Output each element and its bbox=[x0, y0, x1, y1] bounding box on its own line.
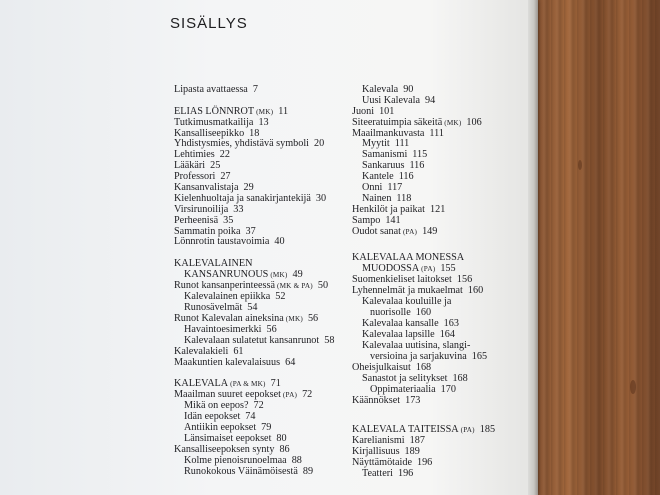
toc-entry-author-tag: (PA) bbox=[458, 426, 475, 434]
toc-entry-page-number: 164 bbox=[439, 329, 455, 340]
toc-entry bbox=[352, 396, 420, 407]
toc-entry bbox=[174, 259, 252, 270]
toc-entry-title: Länsimaiset eepokset bbox=[184, 433, 272, 444]
toc-entry bbox=[174, 237, 285, 248]
toc-entry bbox=[184, 292, 285, 303]
toc-entry-page-number: 170 bbox=[440, 384, 456, 395]
toc-entry-title: Kalevalaan sulatetut kansanrunot bbox=[184, 335, 320, 346]
toc-entry bbox=[352, 363, 431, 374]
toc-entry-page-number: 89 bbox=[302, 466, 314, 477]
toc-entry-title: Kalevalainen epiikka bbox=[184, 291, 271, 302]
toc-entry bbox=[352, 216, 401, 227]
toc-entry bbox=[362, 264, 456, 275]
toc-entry-title: Lönnrotin taustavoimia bbox=[174, 236, 270, 247]
toc-entry bbox=[184, 423, 271, 434]
toc-entry-page-number: 80 bbox=[276, 433, 287, 444]
toc-entry bbox=[174, 194, 326, 205]
toc-entry bbox=[174, 139, 324, 150]
toc-entry-title: Kansanvalistaja bbox=[174, 182, 239, 193]
toc-entry bbox=[184, 336, 334, 347]
toc-entry-title: Lehtimies bbox=[174, 149, 215, 160]
toc-entry-page-number: 86 bbox=[279, 444, 290, 455]
toc-entry-title: Sankaruus bbox=[362, 160, 405, 171]
toc-entry-title: Tutkimusmatkailija bbox=[174, 117, 254, 128]
toc-entry-title: Antiikin eepokset bbox=[184, 422, 257, 433]
toc-entry-title: Idän eepokset bbox=[184, 411, 241, 422]
wood-knot bbox=[630, 380, 636, 394]
toc-entry bbox=[174, 314, 318, 325]
toc-entry bbox=[362, 194, 411, 205]
toc-entry-title: Sampo bbox=[352, 215, 381, 226]
toc-entry-page-number: 64 bbox=[285, 357, 296, 368]
toc-entry-title: Professori bbox=[174, 171, 216, 182]
toc-entry bbox=[174, 347, 244, 358]
toc-entry bbox=[174, 107, 288, 118]
toc-entry-title: Yhdistysmies, yhdistävä symboli bbox=[174, 138, 309, 149]
toc-entry-title: Lipasta avattaessa bbox=[174, 84, 248, 95]
wooden-table-surface bbox=[538, 0, 660, 495]
toc-entry-page-number: 35 bbox=[223, 215, 234, 226]
toc-entry-page-number: 111 bbox=[429, 128, 444, 139]
toc-entry-title: Maakuntien kalevalaisuus bbox=[174, 357, 281, 368]
toc-entry-page-number: 71 bbox=[270, 378, 281, 389]
toc-entry bbox=[174, 150, 230, 161]
toc-entry-title: Runosävelmät bbox=[184, 302, 243, 313]
toc-entry-page-number: 160 bbox=[415, 307, 432, 318]
toc-entry-page-number: 29 bbox=[243, 182, 254, 193]
toc-entry-author-tag: (MK) bbox=[442, 119, 462, 127]
toc-entry-title: Kalevalaa kansalle bbox=[362, 318, 439, 329]
toc-entry-page-number: 30 bbox=[315, 193, 327, 204]
toc-entry-page-number: 168 bbox=[452, 373, 468, 384]
toc-entry-title: Sammatin poika bbox=[174, 226, 241, 237]
toc-entry bbox=[174, 205, 243, 216]
toc-entry-page-number: 20 bbox=[313, 138, 325, 149]
toc-entry-page-number: 11 bbox=[278, 106, 289, 117]
toc-entry-page-number: 49 bbox=[292, 269, 303, 280]
toc-entry-page-number: 118 bbox=[396, 193, 412, 204]
toc-entry-page-number: 189 bbox=[404, 446, 420, 457]
toc-entry-title: Oppimateriaalia bbox=[370, 384, 436, 395]
toc-entry bbox=[184, 401, 264, 412]
toc-entry-title: Kolme pienoisrunoelmaa bbox=[184, 455, 287, 466]
toc-entry-author-tag: (PA) bbox=[400, 228, 418, 236]
toc-entry-page-number: 33 bbox=[233, 204, 244, 215]
toc-entry-title: Lyhennelmät ja mukaelmat bbox=[352, 285, 463, 296]
toc-entry-page-number: 90 bbox=[403, 84, 414, 95]
toc-entry-page-number: 61 bbox=[233, 346, 244, 357]
toc-entry-title: Juoni bbox=[352, 106, 375, 117]
toc-entry bbox=[362, 183, 402, 194]
toc-entry bbox=[370, 308, 431, 319]
toc-entry bbox=[362, 85, 413, 96]
toc-entry bbox=[362, 161, 424, 172]
toc-entry-page-number: 18 bbox=[249, 128, 260, 139]
toc-entry-title: Samanismi bbox=[362, 149, 408, 160]
toc-entry-title: KALEVALAINEN bbox=[174, 258, 253, 269]
page-edge bbox=[528, 0, 538, 495]
toc-entry-page-number: 79 bbox=[261, 422, 272, 433]
toc-entry-page-number: 25 bbox=[210, 160, 221, 171]
toc-entry-page-number: 156 bbox=[456, 274, 473, 285]
toc-entry bbox=[352, 458, 432, 469]
toc-entry bbox=[352, 275, 472, 286]
toc-entry-page-number: 168 bbox=[415, 362, 432, 373]
toc-entry-page-number: 58 bbox=[324, 335, 335, 346]
toc-entry bbox=[174, 118, 269, 129]
toc-entry-page-number: 88 bbox=[291, 455, 302, 466]
toc-entry-title: ELIAS LÖNNROT bbox=[174, 106, 255, 117]
toc-entry bbox=[352, 205, 445, 216]
toc-entry bbox=[362, 96, 435, 107]
toc-entry-page-number: 27 bbox=[220, 171, 231, 182]
toc-entry-title: Virsirunoilija bbox=[174, 204, 229, 215]
toc-entry-author-tag: (PA) bbox=[280, 391, 298, 399]
toc-entry bbox=[352, 118, 482, 129]
toc-entry-page-number: 74 bbox=[245, 411, 256, 422]
toc-entry bbox=[362, 172, 414, 183]
toc-entry-title: Mikä on eepos? bbox=[184, 400, 249, 411]
toc-entry bbox=[352, 253, 464, 264]
toc-entry-title: Runokokous Väinämöisestä bbox=[184, 466, 298, 477]
toc-entry bbox=[362, 374, 468, 385]
toc-entry-page-number: 50 bbox=[317, 280, 329, 291]
toc-entry-page-number: 185 bbox=[479, 424, 496, 435]
toc-entry-title: Runot kansanperinteessä bbox=[174, 280, 275, 291]
toc-entry bbox=[362, 150, 427, 161]
toc-entry bbox=[174, 161, 220, 172]
toc-entry-page-number: 173 bbox=[405, 395, 421, 406]
toc-entry-title: Oudot sanat bbox=[352, 226, 401, 237]
toc-entry-page-number: 52 bbox=[275, 291, 286, 302]
toc-entry-title: Kalevalaa uutisina, slangi- bbox=[362, 340, 471, 351]
toc-entry bbox=[174, 183, 254, 194]
toc-entry bbox=[174, 445, 290, 456]
toc-entry-title: Onni bbox=[362, 182, 383, 193]
toc-entry-title: Maailmankuvasta bbox=[352, 128, 425, 139]
toc-entry bbox=[362, 319, 459, 330]
toc-entry-page-number: 7 bbox=[252, 84, 258, 95]
toc-entry-title: Kirjallisuus bbox=[352, 446, 400, 457]
toc-entry-title: Kansalliseepikko bbox=[174, 128, 245, 139]
toc-entry-page-number: 149 bbox=[422, 226, 438, 237]
page-title: SISÄLLYS bbox=[170, 15, 248, 32]
toc-entry bbox=[184, 434, 287, 445]
toc-entry bbox=[174, 85, 258, 96]
toc-entry-page-number: 40 bbox=[274, 236, 285, 247]
toc-entry-page-number: 155 bbox=[440, 263, 456, 274]
toc-entry-title: Uusi Kalevala bbox=[362, 95, 420, 106]
toc-entry-title: Kalevala bbox=[362, 84, 399, 95]
toc-entry-page-number: 54 bbox=[247, 302, 258, 313]
toc-entry-page-number: 72 bbox=[253, 400, 264, 411]
toc-entry bbox=[184, 467, 313, 478]
toc-entry-page-number: 163 bbox=[443, 318, 459, 329]
toc-entry bbox=[174, 172, 231, 183]
toc-entry bbox=[184, 303, 257, 314]
toc-entry-title: Maailman suuret eepokset bbox=[174, 389, 281, 400]
toc-entry-page-number: 94 bbox=[425, 95, 436, 106]
toc-entry bbox=[352, 227, 437, 238]
toc-entry-title: Nainen bbox=[362, 193, 392, 204]
toc-entry bbox=[174, 390, 312, 401]
toc-entry bbox=[352, 286, 483, 297]
toc-entry-page-number: 121 bbox=[430, 204, 446, 215]
toc-entry bbox=[184, 270, 303, 281]
toc-entry-author-tag: (MK) bbox=[283, 315, 303, 323]
toc-entry-page-number: 22 bbox=[219, 149, 230, 160]
toc-entry-page-number: 141 bbox=[385, 215, 401, 226]
toc-entry-page-number: 101 bbox=[379, 106, 395, 117]
toc-entry bbox=[362, 297, 451, 308]
toc-entry-title: Runot Kalevalan aineksina bbox=[174, 313, 284, 324]
toc-entry-page-number: 56 bbox=[307, 313, 319, 324]
toc-entry-title: Kalevalaa kouluille ja bbox=[362, 296, 452, 307]
toc-entry-title: Kantele bbox=[362, 171, 394, 182]
toc-entry-page-number: 165 bbox=[471, 351, 488, 362]
toc-entry-page-number: 37 bbox=[245, 226, 256, 237]
toc-entry-page-number: 111 bbox=[394, 138, 410, 149]
toc-entry-title: Teatteri bbox=[362, 468, 393, 479]
toc-entry-title: MUODOSSA bbox=[362, 263, 420, 274]
toc-entry-title: Siteeratuimpia säkeitä bbox=[352, 117, 443, 128]
toc-entry-title: Kalevalakieli bbox=[174, 346, 229, 357]
toc-entry-page-number: 187 bbox=[409, 435, 425, 446]
toc-entry-title: Havaintoesimerkki bbox=[184, 324, 262, 335]
toc-entry-title: KALEVALAA MONESSA bbox=[352, 252, 465, 263]
toc-entry-title: Käännökset bbox=[352, 395, 401, 406]
toc-entry-author-tag: (MK) bbox=[254, 108, 274, 116]
toc-entry bbox=[174, 216, 233, 227]
toc-entry-title: Myytit bbox=[362, 138, 390, 149]
wood-knot bbox=[578, 160, 582, 170]
toc-entry-page-number: 56 bbox=[266, 324, 277, 335]
toc-entry bbox=[362, 330, 455, 341]
toc-entry bbox=[174, 379, 281, 390]
toc-entry-page-number: 196 bbox=[416, 457, 433, 468]
toc-entry bbox=[184, 412, 255, 423]
toc-entry-title: Lääkäri bbox=[174, 160, 206, 171]
toc-entry-title: Kalevalaa lapsille bbox=[362, 329, 435, 340]
toc-entry bbox=[370, 385, 456, 396]
toc-entry-author-tag: (MK) bbox=[268, 271, 288, 279]
toc-entry-title: nuorisolle bbox=[370, 307, 411, 318]
toc-entry-title: Kielenhuoltaja ja sanakirjantekijä bbox=[174, 193, 311, 204]
toc-entry-title: Sanastot ja selitykset bbox=[362, 373, 448, 384]
toc-entry-title: KALEVALA TAITEISSA bbox=[352, 424, 459, 435]
toc-entry-title: Henkilöt ja paikat bbox=[352, 204, 425, 215]
toc-entry bbox=[184, 456, 302, 467]
toc-entry-title: KALEVALA bbox=[174, 378, 229, 389]
toc-entry bbox=[352, 107, 394, 118]
toc-entry bbox=[352, 436, 425, 447]
toc-entry-page-number: 106 bbox=[466, 117, 482, 128]
toc-entry-title: Oheisjulkaisut bbox=[352, 362, 411, 373]
toc-entry-title: Näyttämötaide bbox=[352, 457, 412, 468]
toc-entry bbox=[184, 325, 277, 336]
toc-entry-title: Suomenkieliset laitokset bbox=[352, 274, 452, 285]
toc-entry-page-number: 116 bbox=[409, 160, 425, 171]
toc-entry bbox=[370, 352, 487, 363]
toc-entry-page-number: 13 bbox=[258, 117, 269, 128]
toc-entry bbox=[352, 447, 420, 458]
toc-entry-page-number: 196 bbox=[397, 468, 414, 479]
toc-entry-author-tag: (PA) bbox=[419, 265, 436, 273]
toc-entry bbox=[352, 425, 495, 436]
toc-entry-title: Karelianismi bbox=[352, 435, 405, 446]
toc-entry-page-number: 115 bbox=[412, 149, 428, 160]
toc-entry-page-number: 160 bbox=[467, 285, 484, 296]
toc-entry-title: versioina ja sarjakuvina bbox=[370, 351, 467, 362]
toc-entry-author-tag: (MK & PA) bbox=[275, 282, 313, 290]
toc-entry bbox=[362, 139, 409, 150]
toc-entry-author-tag: (PA & MK) bbox=[228, 380, 266, 388]
toc-entry-page-number: 116 bbox=[398, 171, 414, 182]
toc-entry bbox=[362, 341, 470, 352]
toc-entry bbox=[362, 469, 413, 480]
toc-entry-title: Perheenisä bbox=[174, 215, 219, 226]
toc-entry-page-number: 117 bbox=[387, 182, 403, 193]
toc-entry bbox=[174, 281, 328, 292]
toc-entry bbox=[174, 358, 295, 369]
toc-entry-page-number: 72 bbox=[302, 389, 313, 400]
toc-entry-title: Kansalliseepoksen synty bbox=[174, 444, 275, 455]
toc-entry-title: KANSANRUNOUS bbox=[184, 269, 269, 280]
